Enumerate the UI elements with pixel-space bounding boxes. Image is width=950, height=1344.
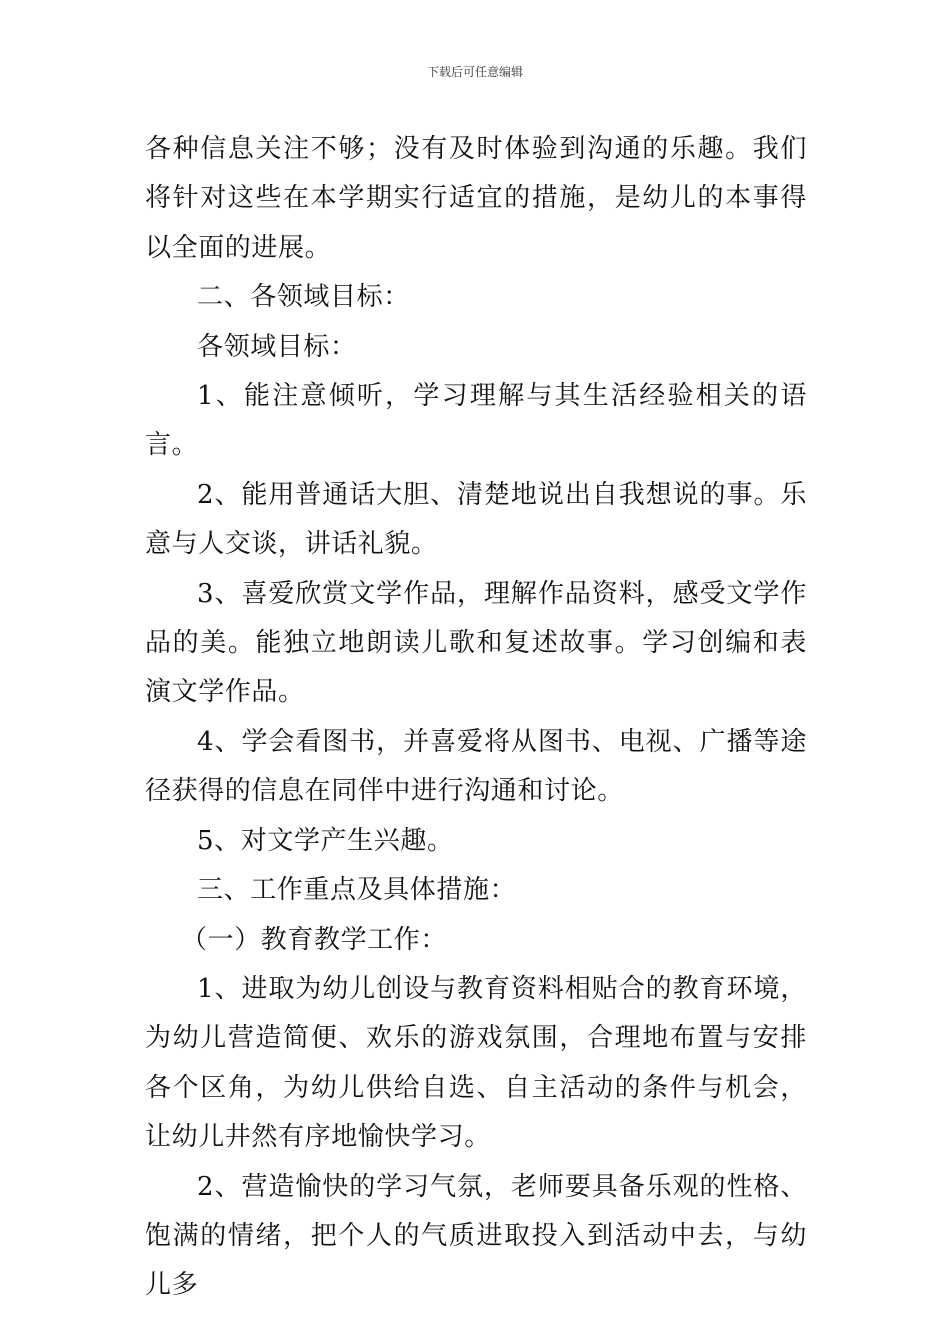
goal-item-5: 5、对文学产生兴趣。 bbox=[197, 825, 454, 856]
goal-item-3: 3、喜爱欣赏文学作品，理解作品资料，感受文学作品的美。能独立地朗读儿歌和复述故事。学习创编和表演文学作品。 bbox=[145, 578, 807, 708]
page-header: 下载后可任意编辑 bbox=[426, 65, 523, 79]
section-heading-key-work: 三、工作重点及具体措施： bbox=[197, 875, 517, 906]
goal-item-1: 1、能注意倾听，学习理解与其生活经验相关的语言。 bbox=[145, 381, 807, 461]
document-body bbox=[145, 125, 807, 1311]
measure-item-1: 1、进取为幼儿创设与教育资料相贴合的教育环境，为幼儿营造简便、欢乐的游戏氛围，合理地布置与安排各个区角，为幼儿供给自选、自主活动的条件与机会，让幼儿井然有序地愉快学习。 bbox=[145, 973, 807, 1153]
paragraph-intro-continuation: 各种信息关注不够；没有及时体验到沟通的乐趣。我们将针对这些在本学期实行适宜的措施，是幼儿的本事得以全面的进展。 bbox=[145, 134, 807, 263]
section-heading-domain-goals: 二、各领域目标： bbox=[197, 282, 410, 313]
subheading-domain-goals: 各领域目标： bbox=[197, 331, 357, 362]
measure-item-2: 2、营造愉快的学习气氛，老师要具备乐观的性格、饱满的情绪，把个人的气质进取投入到活动中去，与幼儿多 bbox=[145, 1171, 807, 1301]
goal-item-2: 2、能用普通话大胆、清楚地说出自我想说的事。乐意与人交谈，讲话礼貌。 bbox=[145, 479, 807, 560]
goal-item-4: 4、学会看图书，并喜爱将从图书、电视、广播等途径获得的信息在同伴中进行沟通和讨论。 bbox=[145, 726, 807, 807]
subheading-teaching-work: （一）教育教学工作： bbox=[181, 924, 448, 955]
